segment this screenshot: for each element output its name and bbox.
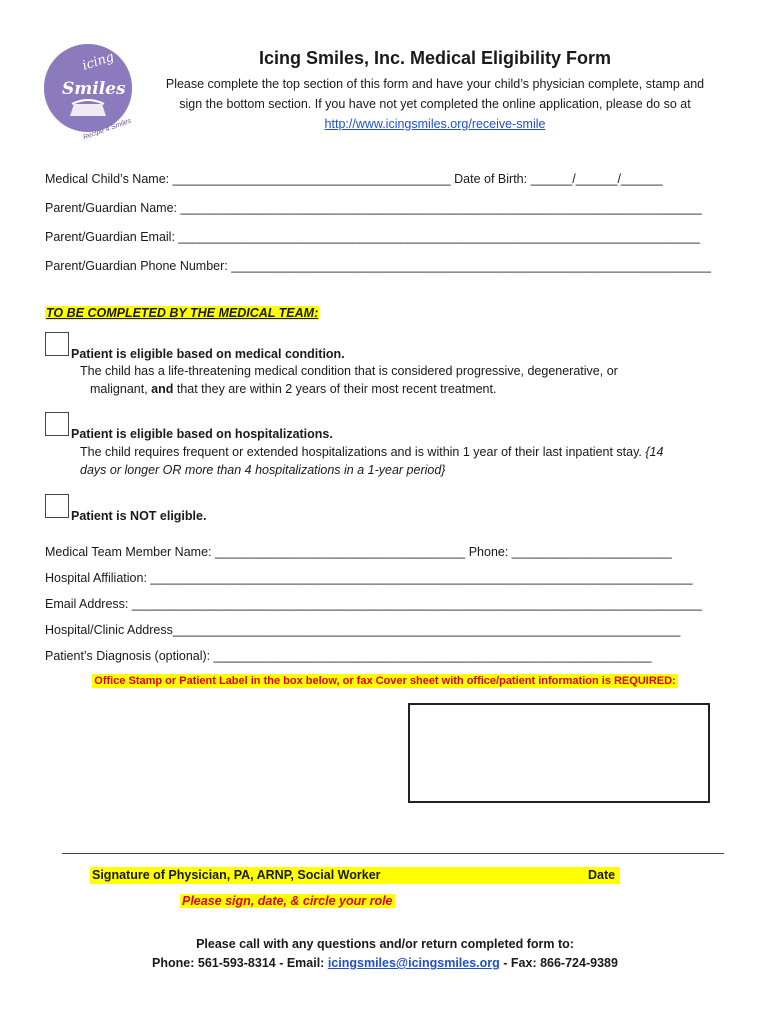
stamp-note-text: Office Stamp or Patient Label in the box below, or fax Cover sheet with office/patient information is REQUIRED: [94,675,676,687]
eligible-condition-desc [80,362,680,398]
intro-line-1: Please complete the top section of this form and have your child’s physician complete, stamp and [165,77,705,91]
eligible-hospitalization-desc-1a: The child requires frequent or extended hospitalizations and is within 1 year of their last inpatient stay. [80,445,646,459]
intro-line-2: sign the bottom section. If you have not yet completed the online application, please do so at [179,97,691,111]
logo-word-icing: icing [80,49,116,74]
contact-email-link[interactable]: icingsmiles@icingsmiles.org [327,956,500,970]
logo-graphic-icon [44,44,132,132]
eligible-hospitalization-checkbox[interactable] [45,412,69,436]
not-eligible-checkbox[interactable] [45,494,69,518]
not-eligible-title: Patient is NOT eligible. [71,509,207,523]
form-title: Icing Smiles, Inc. Medical Eligibility Form [258,48,612,68]
icing-smiles-logo [44,44,133,142]
signature-label-bar [90,867,620,884]
eligible-condition-desc-2b: and [151,382,174,396]
eligible-condition-desc-2c: that they are within 2 years of their most recent treatment. [173,382,497,396]
medical-member-field[interactable]: Medical Team Member Name: ____________________________________ Phone: _______________________ [45,545,672,559]
intro-text [140,74,730,134]
hospital-affiliation-field[interactable]: Hospital Affiliation: ______________________________________________________________________________ [45,571,693,585]
eligible-condition-desc-1: The child has a life-threatening medical condition that is considered progressive, degenerative, or [80,364,618,378]
contact-line-1: Please call with any questions and/or return completed form to: [196,937,574,951]
signature-line[interactable] [62,853,724,854]
stamp-note [45,675,725,687]
receive-smile-link[interactable]: http://www.icingsmiles.org/receive-smile [324,117,546,131]
medical-team-heading: TO BE COMPLETED BY THE MEDICAL TEAM: [46,306,319,320]
eligible-hospitalization-desc-2: days or longer OR more than 4 hospitalizations in a 1-year period} [80,463,446,477]
sign-instruction: Please sign, date, & circle your role [182,894,393,908]
logo-tagline: Recipe 4 Smiles [82,117,133,142]
signature-role-label: Signature of Physician, PA, ARNP, Social Worker [92,868,381,882]
clinic-address-field[interactable]: Hospital/Clinic Address_________________________________________________________________________ [45,623,681,637]
contact-phone: Phone: 561-593-8314 - Email: [152,956,328,970]
parent-email-field[interactable]: Parent/Guardian Email: ___________________________________________________________________________ [45,230,700,244]
email-address-field[interactable]: Email Address: __________________________________________________________________________________ [45,597,702,611]
eligible-hospitalization-title: Patient is eligible based on hospitalizations. [71,427,333,441]
child-name-field[interactable]: Medical Child’s Name: ________________________________________ Date of Birth: ______/______/______ [45,172,663,186]
parent-name-field[interactable]: Parent/Guardian Name: ___________________________________________________________________________ [45,201,702,215]
stamp-box[interactable] [408,703,710,803]
parent-phone-field[interactable]: Parent/Guardian Phone Number: _____________________________________________________________________ [45,259,711,273]
contact-fax: - Fax: 866-724-9389 [499,956,618,970]
eligible-hospitalization-desc-1b: {14 [645,445,664,459]
eligible-hospitalization-desc [80,443,680,479]
signature-date-label: Date [588,868,616,882]
logo-word-smiles: Smiles [62,79,126,99]
diagnosis-field[interactable]: Patient’s Diagnosis (optional): _______________________________________________________________ [45,649,652,663]
contact-line-2 [45,956,725,970]
eligible-condition-desc-2a: malignant, [90,382,152,396]
eligible-condition-title: Patient is eligible based on medical condition. [71,347,345,361]
eligible-condition-checkbox[interactable] [45,332,69,356]
